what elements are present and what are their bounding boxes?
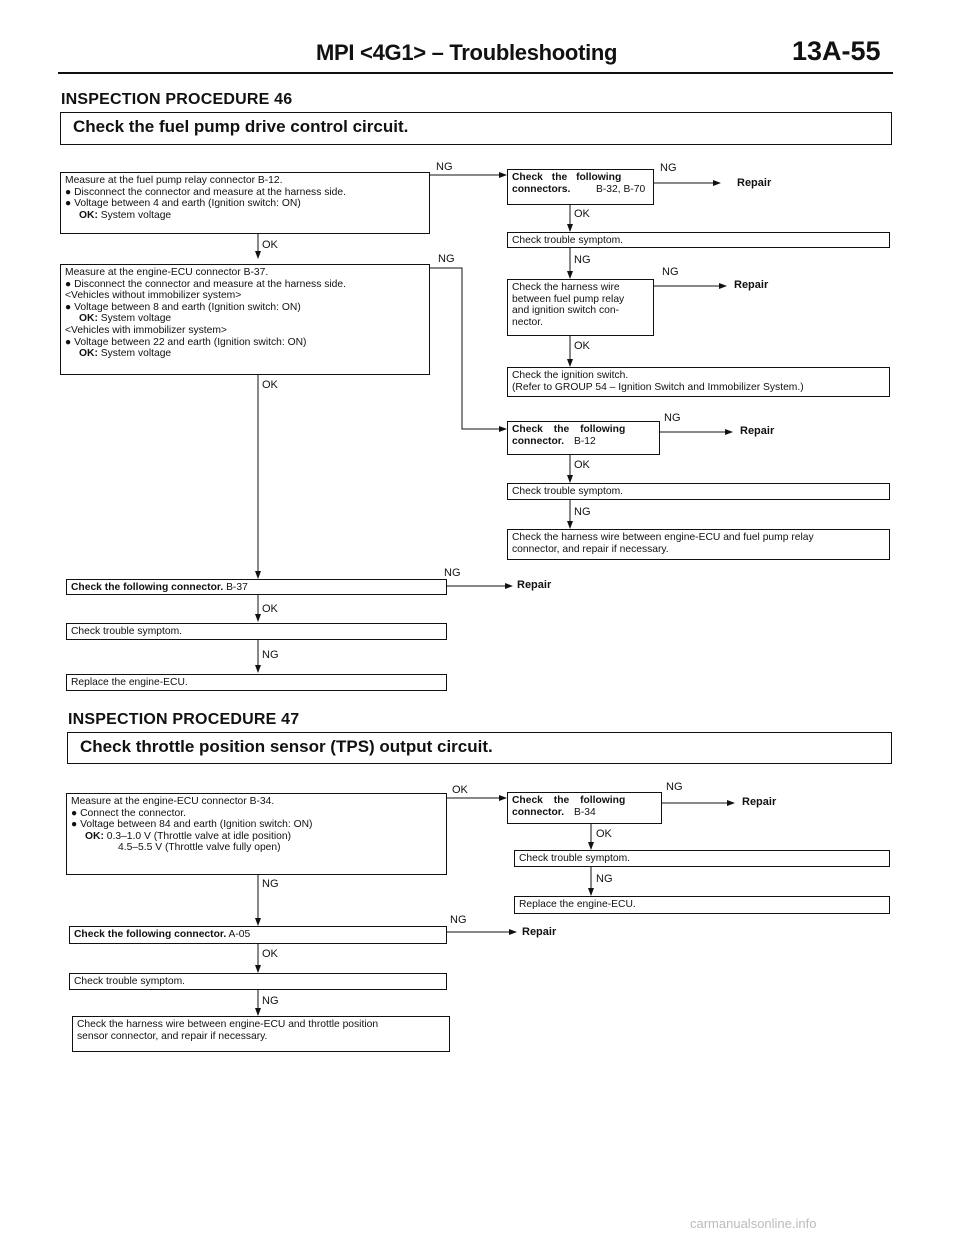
p47b1-ok-val1: 0.3–1.0 V (Throttle valve at idle position): [106, 830, 292, 842]
p46r1-label: Check the following connectors.: [512, 172, 622, 195]
p47-ng-b1: NG: [262, 878, 279, 890]
p46-ng-r5: NG: [664, 412, 681, 424]
p47b1-ok-key: OK:: [85, 830, 104, 842]
p47b4-l2: sensor connector, and repair if necessary.: [77, 1030, 268, 1042]
p47b2-code: A-05: [228, 929, 251, 940]
p47r1-label: Check the following connector.: [512, 795, 626, 818]
proc46-r-box-connectors-b32-b70: [507, 169, 654, 205]
proc46-r-box-ignition-switch: [507, 367, 890, 397]
proc47-r-box-replace-ecu: [514, 896, 890, 914]
p46b2-line5: <Vehicles with immobilizer system>: [65, 324, 227, 336]
proc47-heading: INSPECTION PROCEDURE 47: [68, 711, 300, 728]
p47-repair-r1: Repair: [742, 796, 777, 808]
proc46-r-box-harness-ecu-relay: [507, 529, 890, 560]
p47-ng-r2: NG: [596, 873, 613, 885]
proc46-r-box-trouble-symptom-1: [507, 232, 890, 248]
p46-ng-b1: NG: [436, 161, 453, 173]
p47b1-line2: ● Connect the connector.: [71, 807, 186, 819]
proc46-title: Check the fuel pump drive control circuit.: [60, 112, 892, 145]
p46b2-line2: ● Disconnect the connector and measure at the harness side.: [65, 278, 346, 290]
p46r3-l2: between fuel pump relay: [512, 293, 625, 305]
p46r4-l2: (Refer to GROUP 54 – Ignition Switch and Immobilizer System.): [512, 381, 804, 393]
p47b2-label: Check the following connector.: [74, 929, 227, 940]
p46b3-code: B-37: [226, 582, 248, 593]
p46b1-ok-key: OK:: [79, 209, 98, 221]
proc46-r-box-connector-b12: [507, 421, 660, 455]
p46-repair-r1: Repair: [737, 177, 772, 189]
p46b1-line1: Measure at the fuel pump relay connector B-12.: [65, 175, 283, 186]
proc46-box-replace-ecu: [66, 674, 447, 691]
p46r7-l1: Check the harness wire between engine-ECU and fuel pump relay: [512, 532, 814, 543]
p46-ok-r5: OK: [574, 459, 590, 471]
p47b3-text: Check trouble symptom.: [74, 976, 186, 987]
p46b1-line3: ● Voltage between 4 and earth (Ignition switch: ON): [65, 198, 301, 210]
p46-ng-r2: NG: [574, 254, 591, 266]
p47-ok-r1: OK: [596, 828, 612, 840]
proc46-box-trouble-symptom: [66, 623, 447, 640]
p46b1-ok-val: System voltage: [100, 209, 172, 221]
p47-ng-r1: NG: [666, 781, 683, 793]
proc46-box-check-connector-b37: [66, 579, 447, 595]
p46-ok-b1: OK: [262, 239, 278, 251]
p47r3-text: Replace the engine-ECU.: [519, 899, 636, 910]
proc46-box-measure-ecu: [60, 264, 430, 375]
p46-ng-r3: NG: [662, 266, 679, 278]
p46r3-l3: and ignition switch con-: [512, 305, 620, 317]
watermark: carmanualsonline.info: [690, 1216, 817, 1231]
p46b2-line1: Measure at the engine-ECU connector B-37.: [65, 267, 269, 278]
p47b1-line1: Measure at the engine-ECU connector B-34.: [71, 796, 275, 807]
proc46-r-box-trouble-symptom-2: [507, 483, 890, 500]
p46b1-line2: ● Disconnect the connector and measure at the harness side.: [65, 186, 346, 198]
p46b2-ok2-val: System voltage: [100, 348, 172, 360]
p46-ok-r1: OK: [574, 208, 590, 220]
p46-ng-b2: NG: [438, 253, 455, 265]
p47-ok-b1: OK: [452, 784, 468, 796]
p46b5-text: Replace the engine-ECU.: [71, 677, 188, 688]
p46r7-l2: connector, and repair if necessary.: [512, 543, 669, 555]
p46r1-codes: B-32, B-70: [596, 183, 646, 195]
p46-ng-r6: NG: [574, 506, 591, 518]
proc47-r-box-connector-b34: [507, 792, 662, 824]
proc47-title: Check throttle position sensor (TPS) output circuit.: [67, 732, 892, 764]
p46r3-l4: nector.: [512, 316, 543, 328]
proc47-r-box-trouble-symptom: [514, 850, 890, 867]
proc47-box-measure-ecu-b34: [66, 793, 447, 875]
header-title: MPI <4G1> – Troubleshooting: [316, 40, 618, 65]
p46-ng-b3: NG: [444, 567, 461, 579]
page-number: 13A-55: [792, 36, 881, 66]
p46-repair-b3: Repair: [517, 579, 552, 591]
proc46-heading: INSPECTION PROCEDURE 46: [61, 91, 293, 108]
p46r5-code: B-12: [574, 435, 596, 447]
p46b2-line4: ● Voltage between 8 and earth (Ignition switch: ON): [65, 301, 301, 313]
p46-ok-b2: OK: [262, 379, 278, 391]
proc46-r-box-harness-wire: [507, 279, 654, 336]
p46r6-text: Check trouble symptom.: [512, 486, 624, 497]
p46r3-l1: Check the harness wire: [512, 282, 620, 293]
arrow-b2-r5: [429, 268, 506, 429]
proc46-box-measure-relay: [60, 172, 430, 234]
p46b2-ok2-key: OK:: [79, 348, 98, 360]
p47b1-line3: ● Voltage between 84 and earth (Ignition switch: ON): [71, 819, 313, 831]
p46-ok-r3: OK: [574, 340, 590, 352]
proc47-box-harness-ecu-tps: [72, 1016, 450, 1052]
p46r2-text: Check trouble symptom.: [512, 235, 624, 246]
p47b4-l1: Check the harness wire between engine-ECU and throttle position: [77, 1019, 379, 1030]
p46-repair-r3: Repair: [734, 279, 769, 291]
p46b2-ok1-key: OK:: [79, 313, 98, 325]
p46-ng-b4: NG: [262, 649, 279, 661]
p46-repair-r5: Repair: [740, 425, 775, 437]
p46r5-label: Check the following connector.: [512, 424, 626, 447]
p46b2-line3: <Vehicles without immobilizer system>: [65, 290, 242, 302]
p46b4-text: Check trouble symptom.: [71, 626, 183, 637]
p47-ng-b2: NG: [450, 914, 467, 926]
p47-ok-b2: OK: [262, 948, 278, 960]
p47r2-text: Check trouble symptom.: [519, 853, 631, 864]
p46-ok-b3: OK: [262, 603, 278, 615]
proc47-box-check-connector-a05: [69, 926, 447, 944]
p47-repair-b2: Repair: [522, 926, 557, 938]
p46b3-label: Check the following connector.: [71, 582, 224, 593]
p47-ng-b3: NG: [262, 995, 279, 1007]
p46b2-line6: ● Voltage between 22 and earth (Ignition switch: ON): [65, 336, 307, 348]
p46-ng-r1: NG: [660, 162, 677, 174]
p47b1-ok-val2: 4.5–5.5 V (Throttle valve fully open): [118, 842, 281, 854]
p46b2-ok1-val: System voltage: [100, 313, 172, 325]
p46r4-l1: Check the ignition switch.: [512, 370, 629, 381]
p47r1-code: B-34: [574, 806, 596, 818]
proc47-box-trouble-symptom: [69, 973, 447, 990]
